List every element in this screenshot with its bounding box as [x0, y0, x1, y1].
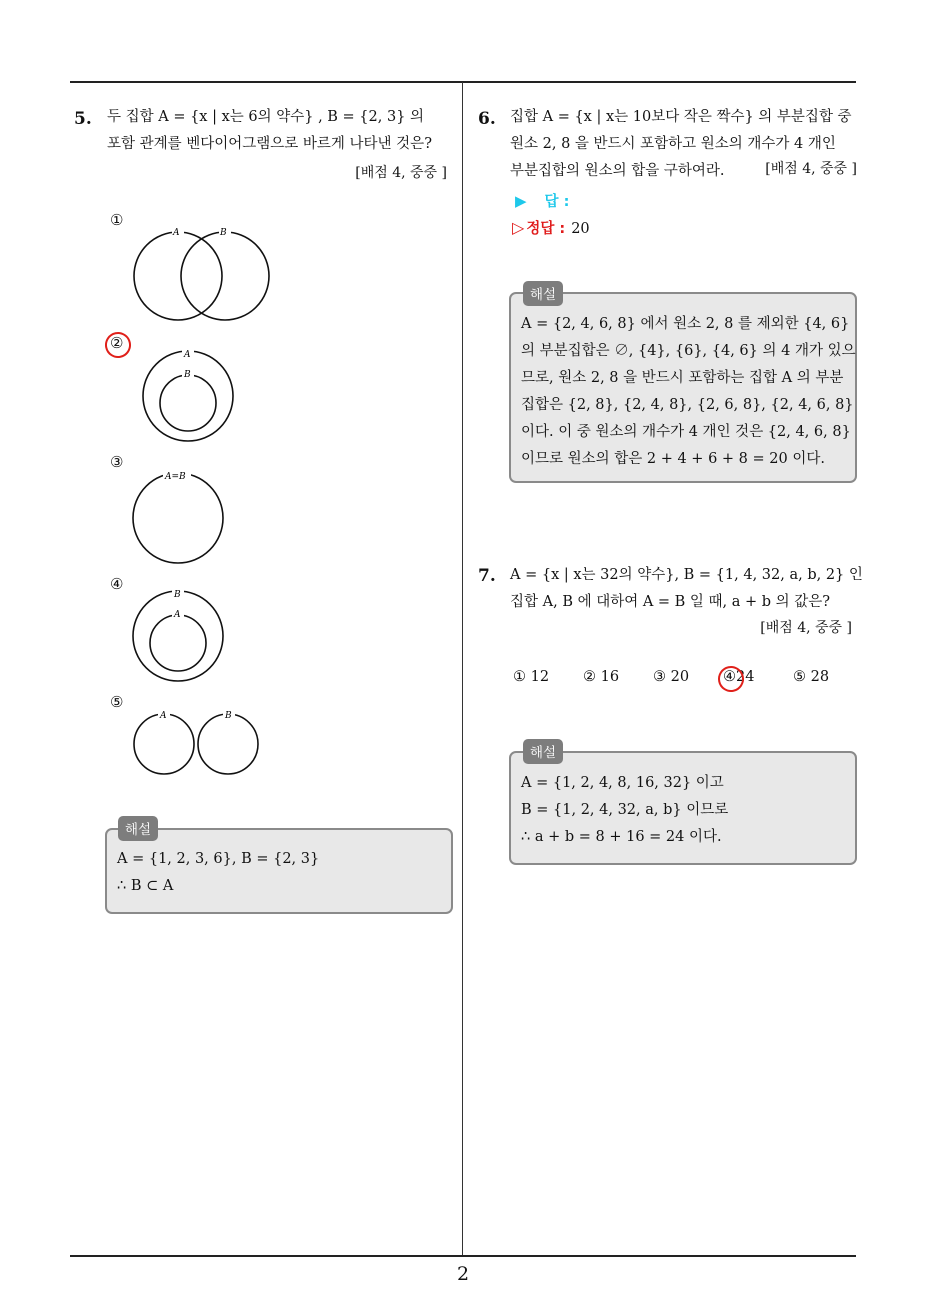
- q5-solution-text: [117, 846, 319, 900]
- set-ab-circle: [133, 473, 223, 563]
- q7-choice-4[interactable]: ④24: [723, 669, 755, 685]
- set-b-circle: [181, 232, 269, 320]
- q5-opt5-label-b: B: [225, 711, 232, 721]
- q6-line-2: 원소 2, 8 을 반드시 포함하고 원소의 개수가 4 개인: [510, 136, 836, 152]
- q5-score: [배점 4, 중중 ]: [355, 165, 447, 181]
- set-a-circle: [143, 351, 233, 441]
- q6-solution-line-6: 이므로 원소의 합은 2 + 4 + 6 + 8 = 20 이다.: [521, 451, 825, 467]
- set-b-circle: [160, 375, 216, 431]
- correct-arrow-icon: ▷: [512, 218, 525, 237]
- q5-option-1-diagram[interactable]: [130, 224, 275, 324]
- set-b-circle: [133, 591, 223, 681]
- q5-solution-line-1: A = {1, 2, 3, 6}, B = {2, 3}: [117, 851, 320, 867]
- q5-opt2-label-a: A: [184, 350, 191, 360]
- q5-option-5-mark[interactable]: ⑤: [110, 693, 124, 711]
- q5-line-2: 포함 관계를 벤다이어그램으로 바르게 나타낸 것은?: [107, 136, 432, 152]
- q7-solution-line-1: A = {1, 2, 4, 8, 16, 32} 이고: [521, 775, 724, 791]
- q5-opt4-label-b: B: [174, 590, 181, 600]
- column-divider: [462, 82, 463, 1256]
- set-a-circle: [134, 714, 194, 774]
- q6-line-3: 부분집합의 원소의 합을 구하여라.: [510, 163, 725, 179]
- q6-solution-line-5: 이다. 이 중 원소의 개수가 4 개인 것은 {2, 4, 6, 8}: [521, 424, 851, 440]
- top-rule: [70, 81, 856, 83]
- q7-solution-text: [521, 770, 728, 851]
- q5-option-4-mark[interactable]: ④: [110, 575, 124, 593]
- q5-option-3-diagram[interactable]: [130, 468, 230, 566]
- q7-number: 7.: [478, 566, 496, 586]
- q5-opt2-label-b: B: [184, 370, 191, 380]
- bottom-rule: [70, 1255, 856, 1257]
- page-number: 2: [456, 1263, 470, 1285]
- q6-solution-text: [521, 311, 856, 473]
- selected-mark-icon: [103, 330, 134, 361]
- q6-answer-row: [515, 190, 569, 211]
- q5-opt5-label-a: A: [160, 711, 167, 721]
- q6-line-1: 집합 A = {x | x는 10보다 작은 짝수} 의 부분집합 중: [510, 109, 852, 125]
- q7-line-2: 집합 A, B 에 대하여 A = B 일 때, a + b 의 값은?: [510, 594, 831, 610]
- q5-option-2-diagram[interactable]: [140, 346, 240, 444]
- q5-option-2-mark[interactable]: ②: [110, 334, 124, 352]
- set-b-circle: [198, 714, 258, 774]
- q7-question: [510, 562, 863, 616]
- q6-correct-label: 정답 :: [526, 221, 566, 237]
- set-a-circle: [134, 232, 222, 320]
- q7-line-1: A = {x | x는 32의 약수}, B = {1, 4, 32, a, b, 2} 인: [510, 567, 863, 583]
- q7-solution-tag: 해설: [523, 739, 563, 764]
- set-a-circle: [150, 615, 206, 671]
- q6-solution-line-3: 므로, 원소 2, 8 을 반드시 포함하는 집합 A 의 부분: [521, 370, 844, 386]
- answer-arrow-icon: ▶: [515, 192, 527, 210]
- q5-line-1: 두 집합 A = {x | x는 6의 약수} , B = {2, 3} 의: [107, 109, 425, 125]
- q5-opt3-label-ab: A=B: [165, 472, 186, 482]
- q7-choice-2[interactable]: ② 16: [583, 669, 620, 685]
- q5-opt1-label-a: A: [173, 228, 180, 238]
- q6-correct-row: [512, 217, 590, 238]
- q5-option-3-mark[interactable]: ③: [110, 453, 124, 471]
- q5-number: 5.: [74, 109, 92, 129]
- q5-option-5-diagram[interactable]: [130, 708, 265, 778]
- q6-answer-label: 답 :: [544, 194, 570, 210]
- q6-correct-value: 20: [571, 221, 590, 237]
- q6-solution-tag: 해설: [523, 281, 563, 306]
- q6-solution-line-4: 집합은 {2, 8}, {2, 4, 8}, {2, 6, 8}, {2, 4, 6, 8}: [521, 397, 854, 413]
- q6-solution-line-2: 의 부분집합은 ∅, {4}, {6}, {4, 6} 의 4 개가 있으: [521, 343, 856, 359]
- q7-solution-line-2: B = {1, 2, 4, 32, a, b} 이므로: [521, 802, 729, 818]
- q5-opt1-label-b: B: [220, 228, 227, 238]
- q6-solution-line-1: A = {2, 4, 6, 8} 에서 원소 2, 8 를 제외한 {4, 6}: [521, 316, 850, 332]
- q7-choice-3[interactable]: ③ 20: [653, 669, 690, 685]
- q5-solution-tag: 해설: [118, 816, 158, 841]
- q7-solution-line-3: ∴ a + b = 8 + 16 = 24 이다.: [521, 829, 722, 845]
- q5-solution-line-2: ∴ B ⊂ A: [117, 878, 174, 894]
- q5-option-1-mark[interactable]: ①: [110, 211, 124, 229]
- q7-score: [배점 4, 중중 ]: [760, 620, 852, 636]
- q5-option-4-diagram[interactable]: [130, 586, 230, 684]
- q5-question: [107, 104, 455, 158]
- q6-number: 6.: [478, 109, 496, 129]
- q7-choice-5[interactable]: ⑤ 28: [793, 669, 830, 685]
- q6-score: [배점 4, 중중 ]: [765, 161, 857, 177]
- q5-opt4-label-a: A: [174, 610, 181, 620]
- q7-choice-1[interactable]: ① 12: [513, 669, 550, 685]
